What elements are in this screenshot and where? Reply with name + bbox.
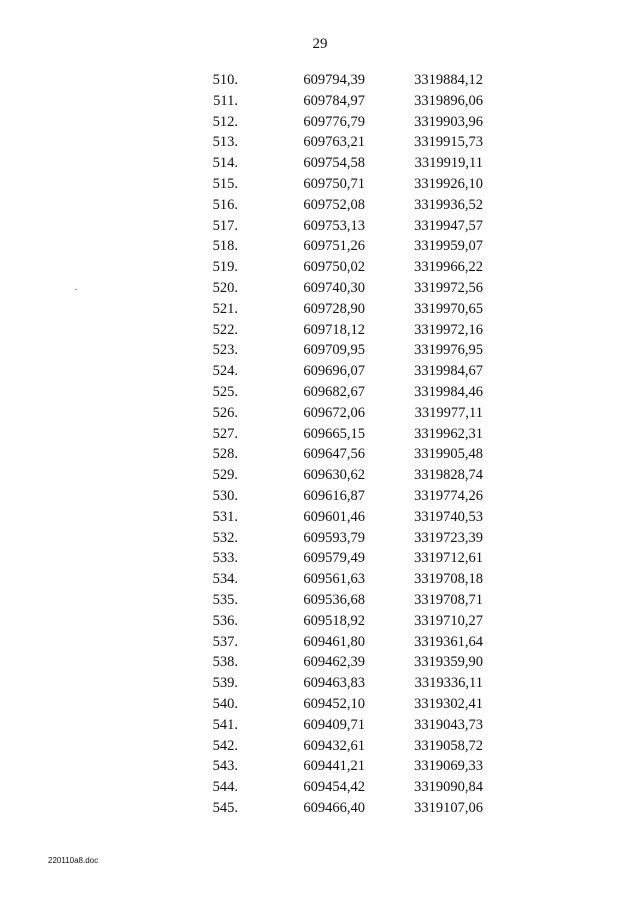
table-row [190, 652, 483, 673]
x-coordinate-cell: 609601,46 [303, 508, 365, 525]
y-coordinate-cell: 3319976,95 [414, 342, 483, 359]
x-coordinate-cell: 609665,15 [303, 425, 365, 442]
y-coordinate-cell: 3319903,96 [414, 113, 483, 130]
table-row [190, 257, 483, 278]
x-coordinate-cell: 609794,39 [303, 72, 365, 88]
table-row [190, 153, 483, 174]
x-coordinate-cell: 609751,26 [303, 238, 365, 255]
point-number-cell: 538. [212, 654, 238, 671]
table-row [190, 632, 483, 653]
point-number-cell: 517. [212, 217, 238, 234]
point-number-cell: 513. [212, 134, 238, 151]
table-row [190, 590, 483, 611]
point-number-cell: 541. [212, 716, 238, 733]
point-number-cell: 515. [212, 175, 238, 192]
table-row [190, 361, 483, 382]
table-row [190, 465, 483, 486]
table-row [190, 444, 483, 465]
point-number-cell: 522. [212, 321, 238, 338]
x-coordinate-cell: 609579,49 [303, 550, 365, 567]
point-number-cell: 536. [212, 612, 238, 629]
table-row [190, 340, 483, 361]
x-coordinate-cell: 609630,62 [303, 467, 365, 484]
point-number-cell: 543. [212, 758, 238, 775]
y-coordinate-cell: 3319710,27 [414, 612, 483, 629]
y-coordinate-cell: 3319708,18 [414, 571, 483, 588]
y-coordinate-cell: 3319774,26 [414, 487, 483, 504]
table-row [190, 486, 483, 507]
y-coordinate-cell: 3319984,67 [414, 363, 483, 380]
point-number-cell: 519. [212, 259, 238, 276]
y-coordinate-cell: 3319919,11 [414, 155, 483, 172]
table-row [190, 195, 483, 216]
y-coordinate-cell: 3319740,53 [414, 508, 483, 525]
y-coordinate-cell: 3319905,48 [414, 446, 483, 463]
y-coordinate-cell: 3319972,56 [414, 279, 483, 296]
y-coordinate-cell: 3319058,72 [414, 737, 483, 754]
x-coordinate-cell: 609616,87 [303, 487, 365, 504]
point-number-cell: 516. [212, 196, 238, 213]
point-number-cell: 510. [212, 72, 238, 88]
y-coordinate-cell: 3319947,57 [414, 217, 483, 234]
x-coordinate-cell: 609518,92 [303, 612, 365, 629]
x-coordinate-cell: 609432,61 [303, 737, 365, 754]
x-coordinate-cell: 609750,71 [303, 175, 365, 192]
point-number-cell: 524. [212, 363, 238, 380]
y-coordinate-cell: 3319972,16 [414, 321, 483, 338]
table-row [190, 507, 483, 528]
x-coordinate-cell: 609647,56 [303, 446, 365, 463]
point-number-cell: 533. [212, 550, 238, 567]
point-number-cell: 520. [212, 279, 238, 296]
point-number-cell: 529. [212, 467, 238, 484]
y-coordinate-cell: 3319302,41 [414, 695, 483, 712]
point-number-cell: 540. [212, 695, 238, 712]
stray-mark [75, 289, 77, 290]
point-number-cell: 530. [212, 487, 238, 504]
y-coordinate-cell: 3319966,22 [414, 259, 483, 276]
table-row [190, 424, 483, 445]
y-coordinate-cell: 3319915,73 [414, 134, 483, 151]
point-number-cell: 512. [212, 113, 238, 130]
x-coordinate-cell: 609740,30 [303, 279, 365, 296]
y-coordinate-cell: 3319828,74 [414, 467, 483, 484]
x-coordinate-cell: 609454,42 [303, 779, 365, 796]
table-row [190, 320, 483, 341]
x-coordinate-cell: 609409,71 [303, 716, 365, 733]
table-row [190, 403, 483, 424]
table-row [190, 798, 483, 819]
y-coordinate-cell: 3319984,46 [414, 383, 483, 400]
table-row [190, 382, 483, 403]
point-number-cell: 518. [212, 238, 238, 255]
y-coordinate-cell: 3319970,65 [414, 300, 483, 317]
y-coordinate-cell: 3319723,39 [414, 529, 483, 546]
y-coordinate-cell: 3319884,12 [414, 72, 483, 88]
table-row [190, 299, 483, 320]
table-row [190, 174, 483, 195]
x-coordinate-cell: 609784,97 [303, 92, 365, 109]
coordinates-table [190, 70, 483, 819]
y-coordinate-cell: 3319977,11 [414, 404, 483, 421]
table-row [190, 756, 483, 777]
y-coordinate-cell: 3319043,73 [414, 716, 483, 733]
footer-filename: 220110a8.doc [48, 856, 99, 865]
table-row [190, 611, 483, 632]
y-coordinate-cell: 3319090,84 [414, 779, 483, 796]
x-coordinate-cell: 609696,07 [303, 363, 365, 380]
table-row [190, 236, 483, 257]
y-coordinate-cell: 3319069,33 [414, 758, 483, 775]
table-row [190, 569, 483, 590]
point-number-cell: 537. [212, 633, 238, 650]
point-number-cell: 528. [212, 446, 238, 463]
point-number-cell: 531. [212, 508, 238, 525]
x-coordinate-cell: 609752,08 [303, 196, 365, 213]
x-coordinate-cell: 609776,79 [303, 113, 365, 130]
y-coordinate-cell: 3319959,07 [414, 238, 483, 255]
x-coordinate-cell: 609709,95 [303, 342, 365, 359]
point-number-cell: 525. [212, 383, 238, 400]
point-number-cell: 535. [212, 591, 238, 608]
table-row [190, 132, 483, 153]
table-row [190, 777, 483, 798]
table-row [190, 694, 483, 715]
table-row [190, 548, 483, 569]
y-coordinate-cell: 3319712,61 [414, 550, 483, 567]
point-number-cell: 523. [212, 342, 238, 359]
x-coordinate-cell: 609536,68 [303, 591, 365, 608]
x-coordinate-cell: 609561,63 [303, 571, 365, 588]
x-coordinate-cell: 609718,12 [303, 321, 365, 338]
point-number-cell: 534. [212, 571, 238, 588]
x-coordinate-cell: 609672,06 [303, 404, 365, 421]
point-number-cell: 521. [212, 300, 238, 317]
x-coordinate-cell: 609466,40 [303, 799, 365, 816]
x-coordinate-cell: 609754,58 [303, 155, 365, 172]
x-coordinate-cell: 609452,10 [303, 695, 365, 712]
page-number: 29 [312, 36, 328, 52]
x-coordinate-cell: 609763,21 [303, 134, 365, 151]
table-row [190, 278, 483, 299]
table-row [190, 112, 483, 133]
x-coordinate-cell: 609728,90 [303, 300, 365, 317]
point-number-cell: 545. [212, 799, 238, 816]
coordinates-table-body [190, 70, 483, 819]
y-coordinate-cell: 3319926,10 [414, 175, 483, 192]
x-coordinate-cell: 609753,13 [303, 217, 365, 234]
x-coordinate-cell: 609463,83 [303, 675, 365, 692]
point-number-cell: 544. [212, 779, 238, 796]
point-number-cell: 532. [212, 529, 238, 546]
x-coordinate-cell: 609462,39 [303, 654, 365, 671]
x-coordinate-cell: 609461,80 [303, 633, 365, 650]
y-coordinate-cell: 3319107,06 [414, 799, 483, 816]
point-number-cell: 542. [212, 737, 238, 754]
y-coordinate-cell: 3319896,06 [414, 92, 483, 109]
point-number-cell: 514. [212, 155, 238, 172]
table-row [190, 673, 483, 694]
x-coordinate-cell: 609682,67 [303, 383, 365, 400]
table-row [190, 70, 483, 91]
point-number-cell: 511. [213, 92, 238, 109]
y-coordinate-cell: 3319336,11 [414, 675, 483, 692]
table-row [190, 216, 483, 237]
x-coordinate-cell: 609441,21 [303, 758, 365, 775]
point-number-cell: 527. [212, 425, 238, 442]
y-coordinate-cell: 3319361,64 [414, 633, 483, 650]
y-coordinate-cell: 3319359,90 [414, 654, 483, 671]
x-coordinate-cell: 609593,79 [303, 529, 365, 546]
table-row [190, 528, 483, 549]
y-coordinate-cell: 3319936,52 [414, 196, 483, 213]
y-coordinate-cell: 3319962,31 [414, 425, 483, 442]
y-coordinate-cell: 3319708,71 [414, 591, 483, 608]
x-coordinate-cell: 609750,02 [303, 259, 365, 276]
table-row [190, 91, 483, 112]
point-number-cell: 526. [212, 404, 238, 421]
table-row [190, 736, 483, 757]
table-row [190, 715, 483, 736]
point-number-cell: 539. [212, 675, 238, 692]
